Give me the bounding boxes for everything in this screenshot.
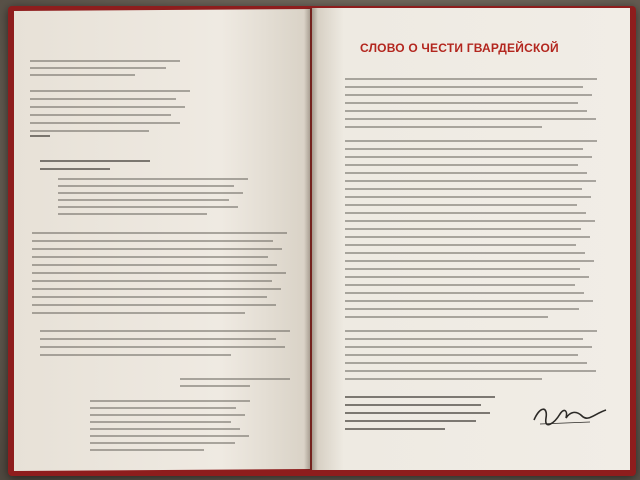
text-line	[345, 370, 596, 372]
text-line	[345, 378, 542, 380]
text-line	[345, 292, 584, 294]
text-line	[30, 74, 135, 76]
text-line	[32, 296, 267, 298]
text-line	[40, 168, 110, 170]
text-line	[345, 118, 596, 120]
text-line	[345, 300, 593, 302]
text-line	[345, 308, 579, 310]
text-line	[30, 135, 50, 137]
text-line	[90, 449, 204, 451]
text-line	[32, 232, 287, 234]
text-line	[90, 400, 250, 402]
text-line	[40, 346, 285, 348]
text-line	[180, 385, 250, 387]
text-line	[40, 160, 150, 162]
text-line	[345, 228, 581, 230]
text-line	[345, 126, 542, 128]
handwritten-signature	[530, 400, 610, 430]
text-line	[58, 213, 207, 215]
text-line	[90, 428, 240, 430]
text-line	[58, 206, 238, 208]
text-line	[58, 199, 229, 201]
text-line	[345, 354, 578, 356]
text-line	[30, 114, 171, 116]
text-line	[32, 304, 276, 306]
text-line	[345, 140, 597, 142]
text-line	[345, 188, 582, 190]
text-line	[30, 90, 190, 92]
text-line	[90, 435, 249, 437]
text-line	[30, 98, 176, 100]
text-line	[32, 256, 268, 258]
text-line	[345, 346, 592, 348]
text-line	[40, 354, 231, 356]
text-line	[345, 404, 481, 406]
text-line	[58, 178, 248, 180]
text-line	[90, 414, 245, 416]
text-line	[30, 67, 166, 69]
text-line	[180, 378, 290, 380]
text-line	[345, 276, 589, 278]
text-line	[30, 60, 180, 62]
text-line	[32, 240, 273, 242]
text-line	[345, 86, 583, 88]
text-line	[40, 330, 290, 332]
text-line	[345, 236, 590, 238]
text-line	[345, 196, 591, 198]
text-line	[345, 428, 445, 430]
text-line	[345, 330, 597, 332]
text-line	[345, 78, 597, 80]
text-line	[30, 130, 149, 132]
text-line	[345, 180, 596, 182]
text-line	[345, 110, 587, 112]
text-line	[345, 164, 578, 166]
text-line	[345, 148, 583, 150]
text-line	[345, 244, 576, 246]
text-line	[345, 396, 495, 398]
text-line	[90, 421, 231, 423]
preface-title: СЛОВО О ЧЕСТИ ГВАРДЕЙСКОЙ	[360, 41, 559, 55]
text-line	[32, 280, 272, 282]
text-line	[345, 284, 575, 286]
text-line	[32, 288, 281, 290]
book-gutter	[304, 8, 318, 470]
text-line	[345, 260, 594, 262]
text-line	[40, 338, 276, 340]
text-line	[32, 272, 286, 274]
text-line	[345, 220, 595, 222]
text-line	[90, 442, 235, 444]
text-line	[345, 412, 490, 414]
text-line	[30, 106, 185, 108]
text-line	[345, 420, 476, 422]
text-line	[345, 156, 592, 158]
text-line	[345, 94, 592, 96]
text-line	[32, 312, 245, 314]
text-line	[345, 338, 583, 340]
text-line	[30, 122, 180, 124]
text-line	[345, 316, 548, 318]
text-line	[345, 204, 577, 206]
text-line	[58, 192, 243, 194]
text-line	[345, 268, 580, 270]
text-line	[345, 102, 578, 104]
text-line	[345, 252, 585, 254]
text-line	[32, 248, 282, 250]
text-line	[345, 172, 587, 174]
text-line	[32, 264, 277, 266]
text-line	[90, 407, 236, 409]
text-line	[58, 185, 234, 187]
text-line	[345, 362, 587, 364]
text-line	[345, 212, 586, 214]
